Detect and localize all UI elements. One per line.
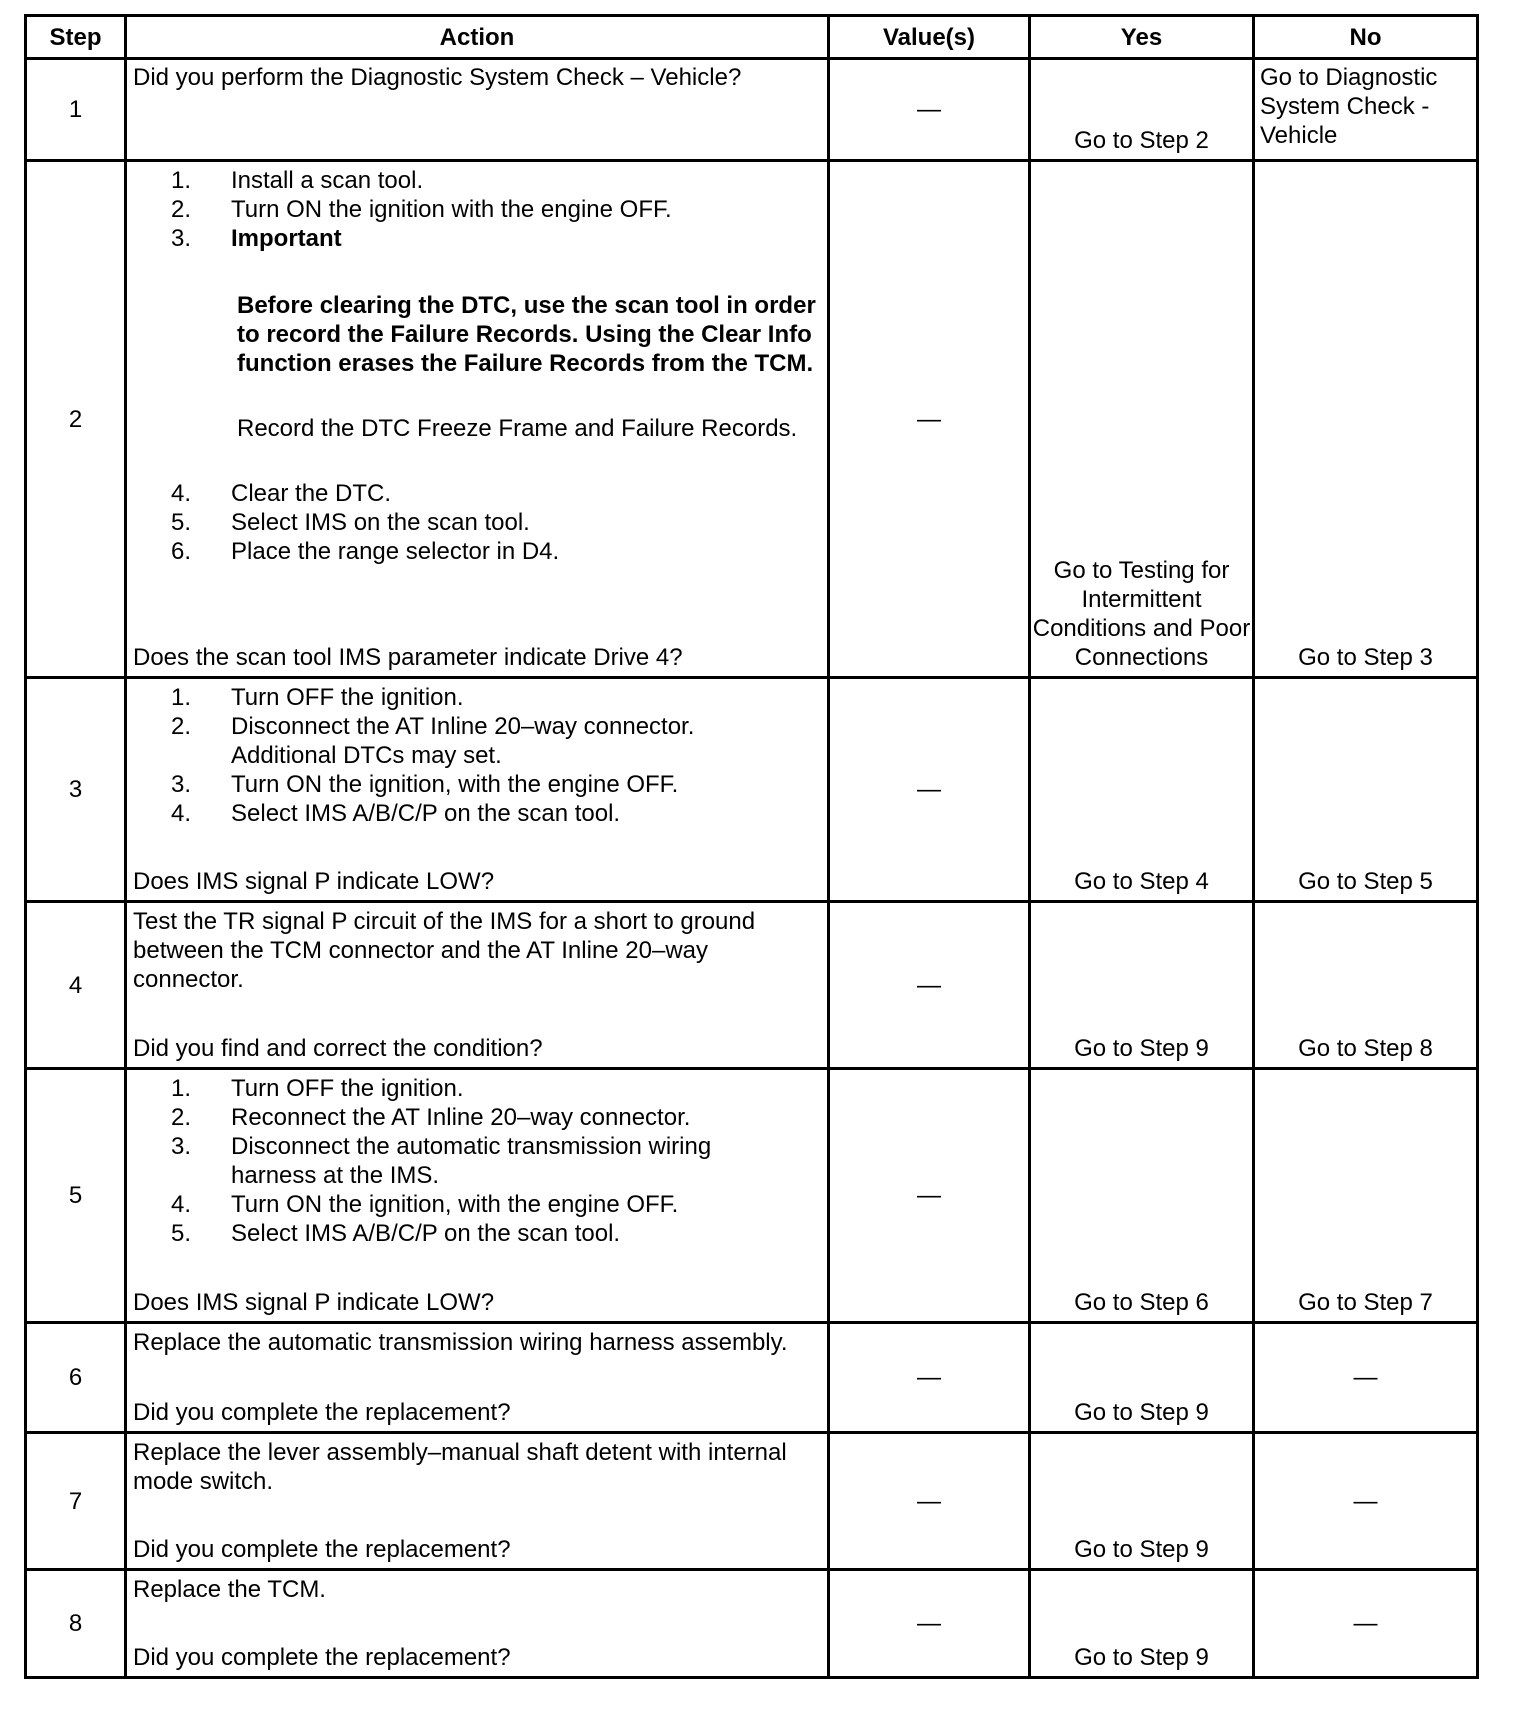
action-text: Did you perform the Diagnostic System Check – Vehicle?: [133, 64, 742, 91]
no-link[interactable]: Go to Step 5: [1298, 868, 1433, 895]
step-number: 1: [26, 59, 126, 161]
step-number: 5: [26, 1069, 126, 1323]
table-row: [26, 1323, 1478, 1433]
table-row: [26, 902, 1478, 1069]
no-cell: —: [1254, 1433, 1478, 1570]
action-list: [133, 683, 821, 828]
action-cell: [126, 902, 829, 1069]
action-cell: [126, 1069, 829, 1323]
question-text: Did you find and correct the condition?: [133, 1035, 543, 1062]
header-step: Step: [26, 16, 126, 59]
no-cell: [1254, 59, 1478, 161]
question-text: Does IMS signal P indicate LOW?: [133, 868, 495, 895]
yes-cell: [1030, 1433, 1254, 1570]
yes-link[interactable]: Go to Step 9: [1074, 1035, 1209, 1062]
yes-cell: [1030, 678, 1254, 902]
no-cell: [1254, 678, 1478, 902]
action-cell: [126, 1570, 829, 1678]
step-number: 6: [26, 1323, 126, 1433]
header-values: Value(s): [829, 16, 1030, 59]
step-number: 8: [26, 1570, 126, 1678]
list-item: 3. Turn ON the ignition, with the engine OFF.: [170, 771, 679, 798]
step-number: 4: [26, 902, 126, 1069]
action-cell: [126, 1433, 829, 1570]
table-row: [26, 1433, 1478, 1570]
no-link[interactable]: Go to Diagnostic System Check - Vehicle: [1260, 64, 1438, 149]
important-note: Before clearing the DTC, use the scan tool in order to record the Failure Records. Using the Clear Info function erases the Failure Records from the TCM.: [237, 292, 816, 377]
list-item: 1. Turn OFF the ignition.: [170, 1075, 464, 1102]
no-link[interactable]: Go to Step 7: [1298, 1289, 1433, 1316]
yes-link[interactable]: Go to Testing for Intermittent Conditions and Poor Connections: [1032, 557, 1251, 671]
list-item: 5. Select IMS on the scan tool.: [170, 509, 530, 536]
action-cell: [126, 1323, 829, 1433]
yes-link[interactable]: Go to Step 9: [1074, 1644, 1209, 1671]
value-cell: —: [829, 59, 1030, 161]
header-action: Action: [126, 16, 829, 59]
action-cell: [126, 678, 829, 902]
no-cell: —: [1254, 1570, 1478, 1678]
no-link[interactable]: Go to Step 3: [1298, 644, 1433, 671]
yes-cell: [1030, 59, 1254, 161]
no-link[interactable]: Go to Step 8: [1298, 1035, 1433, 1062]
list-item: 3. Important: [170, 225, 342, 252]
yes-cell: [1030, 161, 1254, 678]
value-cell: —: [829, 161, 1030, 678]
yes-link[interactable]: Go to Step 9: [1074, 1536, 1209, 1563]
question-text: Did you complete the replacement?: [133, 1399, 511, 1426]
action-text: Replace the lever assembly–manual shaft detent with internal mode switch.: [133, 1439, 787, 1495]
no-cell: [1254, 161, 1478, 678]
action-text: Test the TR signal P circuit of the IMS for a short to ground between the TCM connector and the AT Inline 20–way connector.: [133, 908, 756, 993]
no-cell: —: [1254, 1323, 1478, 1433]
header-row: [26, 16, 1478, 59]
value-cell: —: [829, 1069, 1030, 1323]
list-item: 2. Turn ON the ignition with the engine OFF.: [170, 196, 672, 223]
list-item: 3. Disconnect the automatic transmission wiring harness at the IMS.: [170, 1133, 712, 1189]
record-note: Record the DTC Freeze Frame and Failure Records.: [237, 415, 798, 442]
header-no: No: [1254, 16, 1478, 59]
question-text: Did you complete the replacement?: [133, 1536, 511, 1563]
action-list: [133, 1074, 821, 1248]
list-item: 6. Place the range selector in D4.: [170, 538, 560, 565]
list-item: 1. Install a scan tool.: [170, 167, 424, 194]
table-row: [26, 678, 1478, 902]
yes-link[interactable]: Go to Step 6: [1074, 1289, 1209, 1316]
list-item: 4. Select IMS A/B/C/P on the scan tool.: [170, 800, 621, 827]
list-item: 5. Select IMS A/B/C/P on the scan tool.: [170, 1220, 621, 1247]
header-yes: Yes: [1030, 16, 1254, 59]
list-item: 2. Disconnect the AT Inline 20–way connector. Additional DTCs may set.: [170, 713, 695, 769]
yes-link[interactable]: Go to Step 9: [1074, 1399, 1209, 1426]
yes-link[interactable]: Go to Step 4: [1074, 868, 1209, 895]
list-item: 1. Turn OFF the ignition.: [170, 684, 464, 711]
list-item: 4. Turn ON the ignition, with the engine OFF.: [170, 1191, 679, 1218]
action-list: [133, 166, 821, 253]
value-cell: —: [829, 678, 1030, 902]
table-row: [26, 161, 1478, 678]
value-cell: —: [829, 1323, 1030, 1433]
no-cell: [1254, 902, 1478, 1069]
value-cell: —: [829, 902, 1030, 1069]
value-cell: —: [829, 1433, 1030, 1570]
step-number: 3: [26, 678, 126, 902]
action-cell: [126, 161, 829, 678]
action-text: Replace the TCM.: [133, 1576, 326, 1603]
value-cell: —: [829, 1570, 1030, 1678]
step-number: 7: [26, 1433, 126, 1570]
question-text: Did you complete the replacement?: [133, 1644, 511, 1671]
yes-cell: [1030, 1069, 1254, 1323]
action-text: Replace the automatic transmission wiring harness assembly.: [133, 1329, 788, 1356]
yes-cell: [1030, 902, 1254, 1069]
list-item: 2. Reconnect the AT Inline 20–way connector.: [170, 1104, 691, 1131]
diagnostic-table: [24, 14, 1479, 1679]
question-text: Does the scan tool IMS parameter indicate Drive 4?: [133, 644, 683, 671]
yes-link[interactable]: Go to Step 2: [1074, 127, 1209, 154]
yes-cell: [1030, 1323, 1254, 1433]
list-item: 4. Clear the DTC.: [170, 480, 392, 507]
table-row: [26, 1069, 1478, 1323]
table-row: [26, 59, 1478, 161]
no-cell: [1254, 1069, 1478, 1323]
table-row: [26, 1570, 1478, 1678]
question-text: Does IMS signal P indicate LOW?: [133, 1289, 495, 1316]
action-list: [133, 479, 821, 566]
action-cell: [126, 59, 829, 161]
step-number: 2: [26, 161, 126, 678]
yes-cell: [1030, 1570, 1254, 1678]
